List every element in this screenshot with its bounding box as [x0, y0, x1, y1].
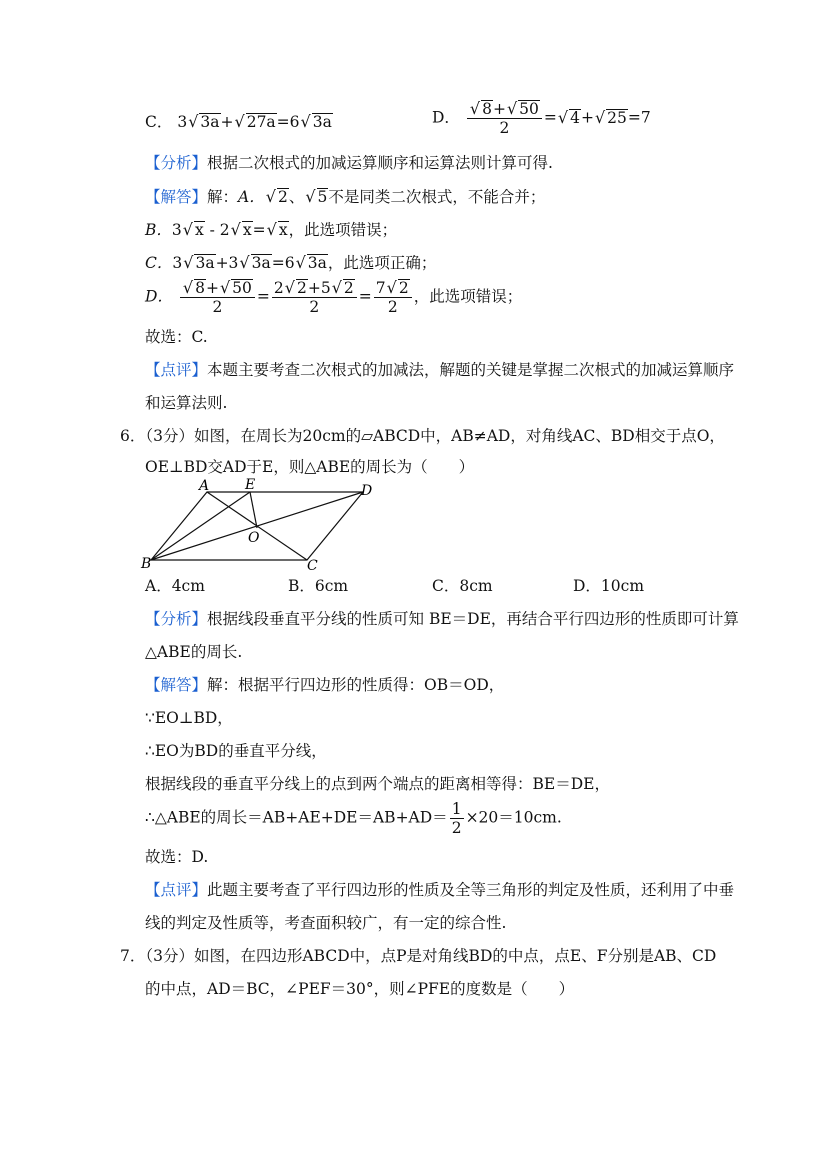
q6-comment-1: 【点评】此题主要考查了平行四边形的性质及全等三角形的判定及性质，还利用了中垂 — [145, 881, 735, 899]
label-c: C — [307, 558, 318, 574]
q6-comment-2: 线的判定及性质等，考查面积较广，有一定的综合性. — [145, 914, 507, 932]
q5-choice: 故选：C. — [145, 328, 208, 346]
q6-analysis-2: △ABE的周长. — [145, 643, 243, 661]
q5-answer-b: B．3√ x - 2√ x=√ x，此选项错误； — [145, 220, 398, 239]
q7-stem-2: 的中点，AD＝BC，∠PEF＝30°，则∠PFE的度数是（ ） — [145, 980, 575, 998]
q5-answer-a: 【解答】解：A．√ 2、√ 5不是同类二次根式，不能合并； — [145, 187, 546, 206]
label-b: B — [141, 556, 152, 572]
q6-step-3: 根据线段的垂直平分线上的点到两个端点的距离相等得：BE＝DE， — [145, 775, 610, 793]
q7-stem-1: 7．（3分）如图，在四边形ABCD中，点P是对角线BD的中点，点E、F分别是AB、CD — [120, 947, 717, 965]
label-d: D — [361, 483, 373, 499]
label-o: O — [248, 530, 260, 546]
label-e: E — [245, 478, 256, 493]
q5-comment-1: 【点评】本题主要考查二次根式的加减法，解题的关键是掌握二次根式的加减运算顺序 — [145, 361, 735, 379]
q6-step-2: ∴EO为BD的垂直平分线， — [145, 742, 327, 760]
q5-comment-2: 和运算法则. — [145, 394, 228, 412]
q5-answer-c: C．3√ 3a+3√ 3a=6√ 3a，此选项正确； — [145, 253, 437, 272]
q5-analysis: 【分析】根据二次根式的加减运算顺序和运算法则计算可得. — [145, 154, 553, 172]
q6-option-c: C．8cm — [432, 577, 493, 595]
q6-answer: 【解答】解：根据平行四边形的性质得：OB＝OD， — [145, 676, 505, 694]
q5-answer-d: D． $\frac{√ 8+√ 50}{2}$ = $\frac{2√ 2+5√ 2}{2}$ = $\frac{7√ 2}{2}$ ，此选项错误； — [145, 278, 523, 316]
option-c: C． 3√ 3a+√ 27a=6√ 3a — [145, 112, 332, 131]
q6-option-d: D．10cm — [573, 577, 645, 595]
q6-option-b: B．6cm — [288, 577, 349, 595]
q6-stem-2: OE⊥BD交AD于E，则△ABE的周长为（ ） — [145, 458, 475, 476]
option-d: D． $\frac{√ 8+√ 50}{2}$ =√ 4+√ 25=7 — [432, 99, 651, 137]
q6-step-1: ∵EO⊥BD， — [145, 709, 233, 727]
q6-option-a: A．4cm — [145, 577, 205, 595]
q6-parallelogram-figure — [135, 478, 375, 578]
q6-stem-1: 6．（3分）如图，在周长为20cm的▱ABCD中，AB≠AD，对角线AC、BD相交于点O， — [120, 427, 725, 445]
label-a: A — [199, 478, 210, 494]
q6-analysis-1: 【分析】根据线段垂直平分线的性质可知 BE＝DE，再结合平行四边形的性质即可计算 — [145, 610, 739, 628]
q6-choice: 故选：D. — [145, 848, 209, 866]
q6-step-4: ∴△ABE的周长＝AB+AE+DE＝AB+AD＝ $\frac{1}{2}$ ×20＝10cm. — [145, 800, 562, 837]
